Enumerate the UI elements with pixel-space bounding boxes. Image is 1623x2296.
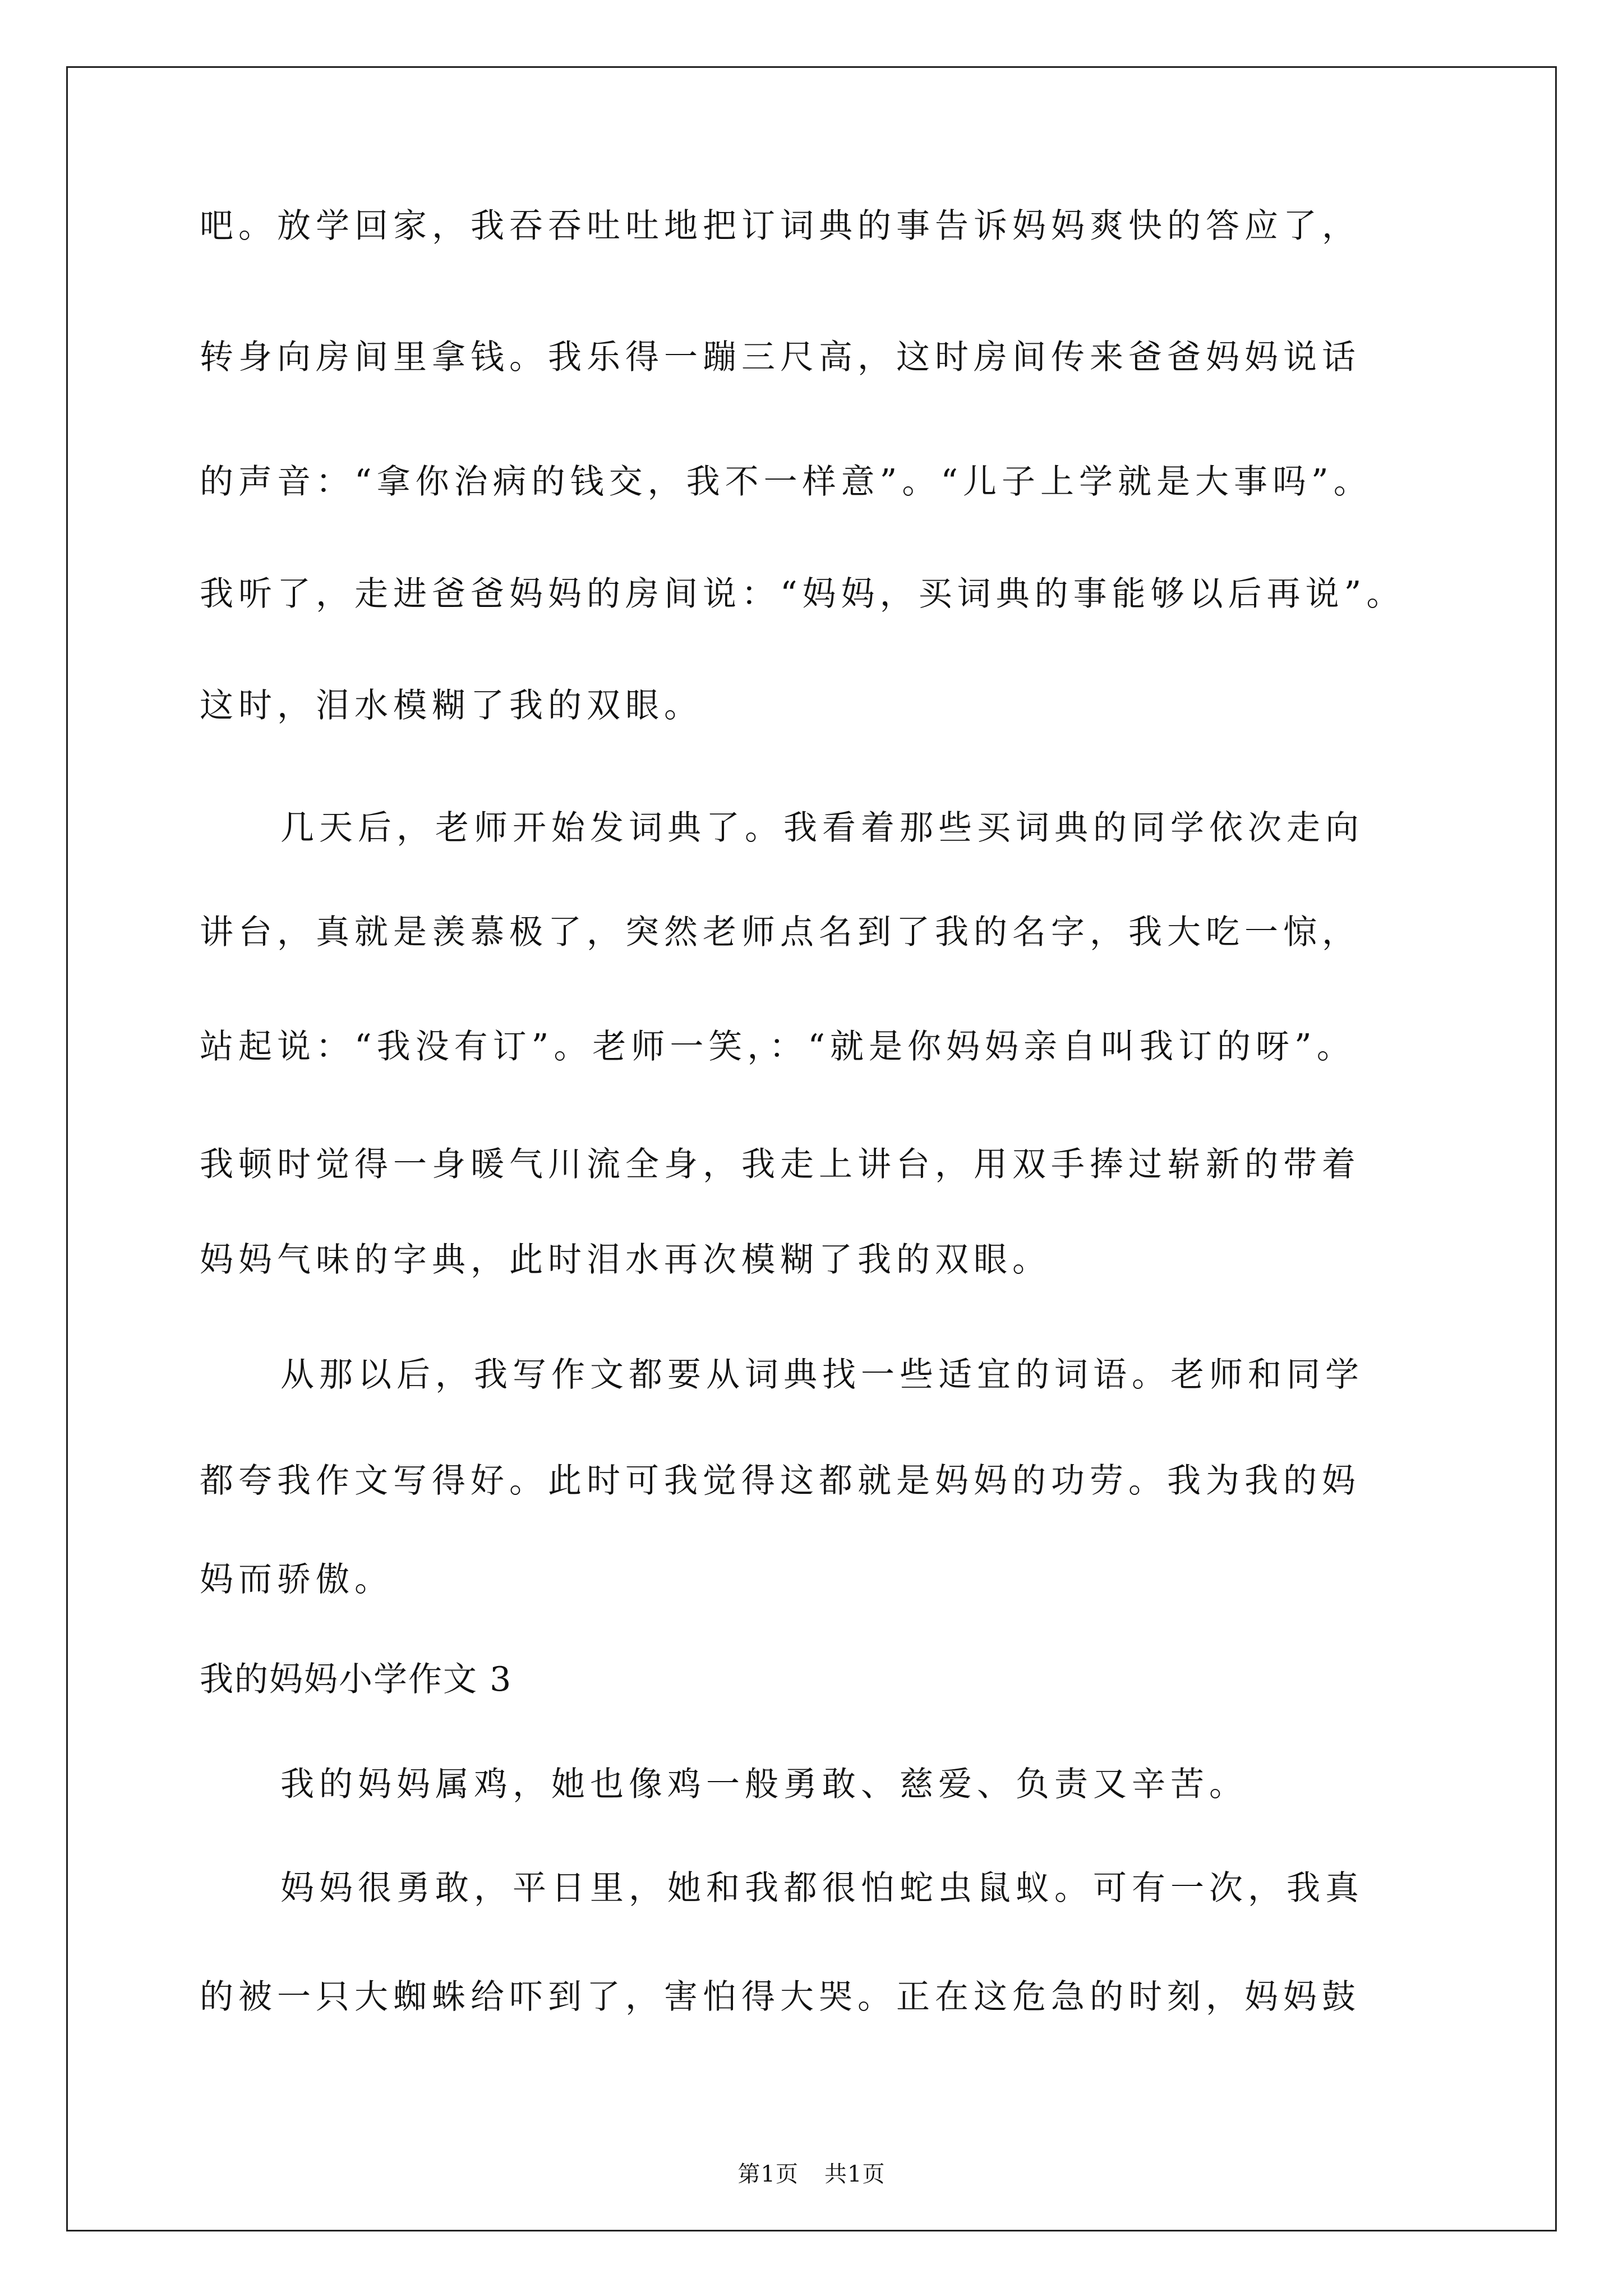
page-number: 第1页 xyxy=(737,2161,799,2187)
text-line: 都夸我作文写得好。此时可我觉得这都就是妈妈的功劳。我为我的妈 xyxy=(200,1461,1361,1501)
text-line: 我听了，走进爸爸妈妈的房间说：“妈妈，买词典的事能够以后再说”。 xyxy=(200,574,1405,614)
text-line: 妈而骄傲。 xyxy=(200,1560,393,1599)
text-line: 妈妈很勇敢，平日里，她和我都很怕蛇虫鼠蚁。可有一次，我真 xyxy=(280,1869,1364,1908)
page-total: 共1页 xyxy=(824,2161,886,2187)
text-line: 这时，泪水模糊了我的双眼。 xyxy=(200,686,703,725)
text-line: 从那以后，我写作文都要从词典找一些适宜的词语。老师和同学 xyxy=(280,1355,1364,1395)
section-heading: 我的妈妈小学作文 3 xyxy=(200,1660,513,1699)
page-footer xyxy=(0,2161,1623,2188)
text-line: 妈妈气味的字典，此时泪水再次模糊了我的双眼。 xyxy=(200,1240,1051,1280)
text-line: 站起说：“我没有订”。老师一笑，：“就是你妈妈亲自叫我订的呀”。 xyxy=(200,1027,1355,1066)
text-line: 讲台，真就是羡慕极了，突然老师点名到了我的名字，我大吃一惊， xyxy=(200,913,1361,952)
text-line: 的被一只大蜘蛛给吓到了，害怕得大哭。正在这危急的时刻，妈妈鼓 xyxy=(200,1977,1361,2017)
text-line: 我顿时觉得一身暖气川流全身，我走上讲台，用双手捧过崭新的带着 xyxy=(200,1145,1361,1184)
text-line: 的声音：“拿你治病的钱交，我不一样意”。“儿子上学就是大事吗”。 xyxy=(200,462,1372,501)
text-line: 我的妈妈属鸡，她也像鸡一般勇敢、慈爱、负责又辛苦。 xyxy=(280,1765,1248,1804)
text-line: 转身向房间里拿钱。我乐得一蹦三尺高，这时房间传来爸爸妈妈说话 xyxy=(200,338,1361,377)
text-line: 吧。放学回家，我吞吞吐吐地把订词典的事告诉妈妈爽快的答应了， xyxy=(200,206,1361,246)
text-line: 几天后，老师开始发词典了。我看着那些买词典的同学依次走向 xyxy=(280,808,1364,848)
